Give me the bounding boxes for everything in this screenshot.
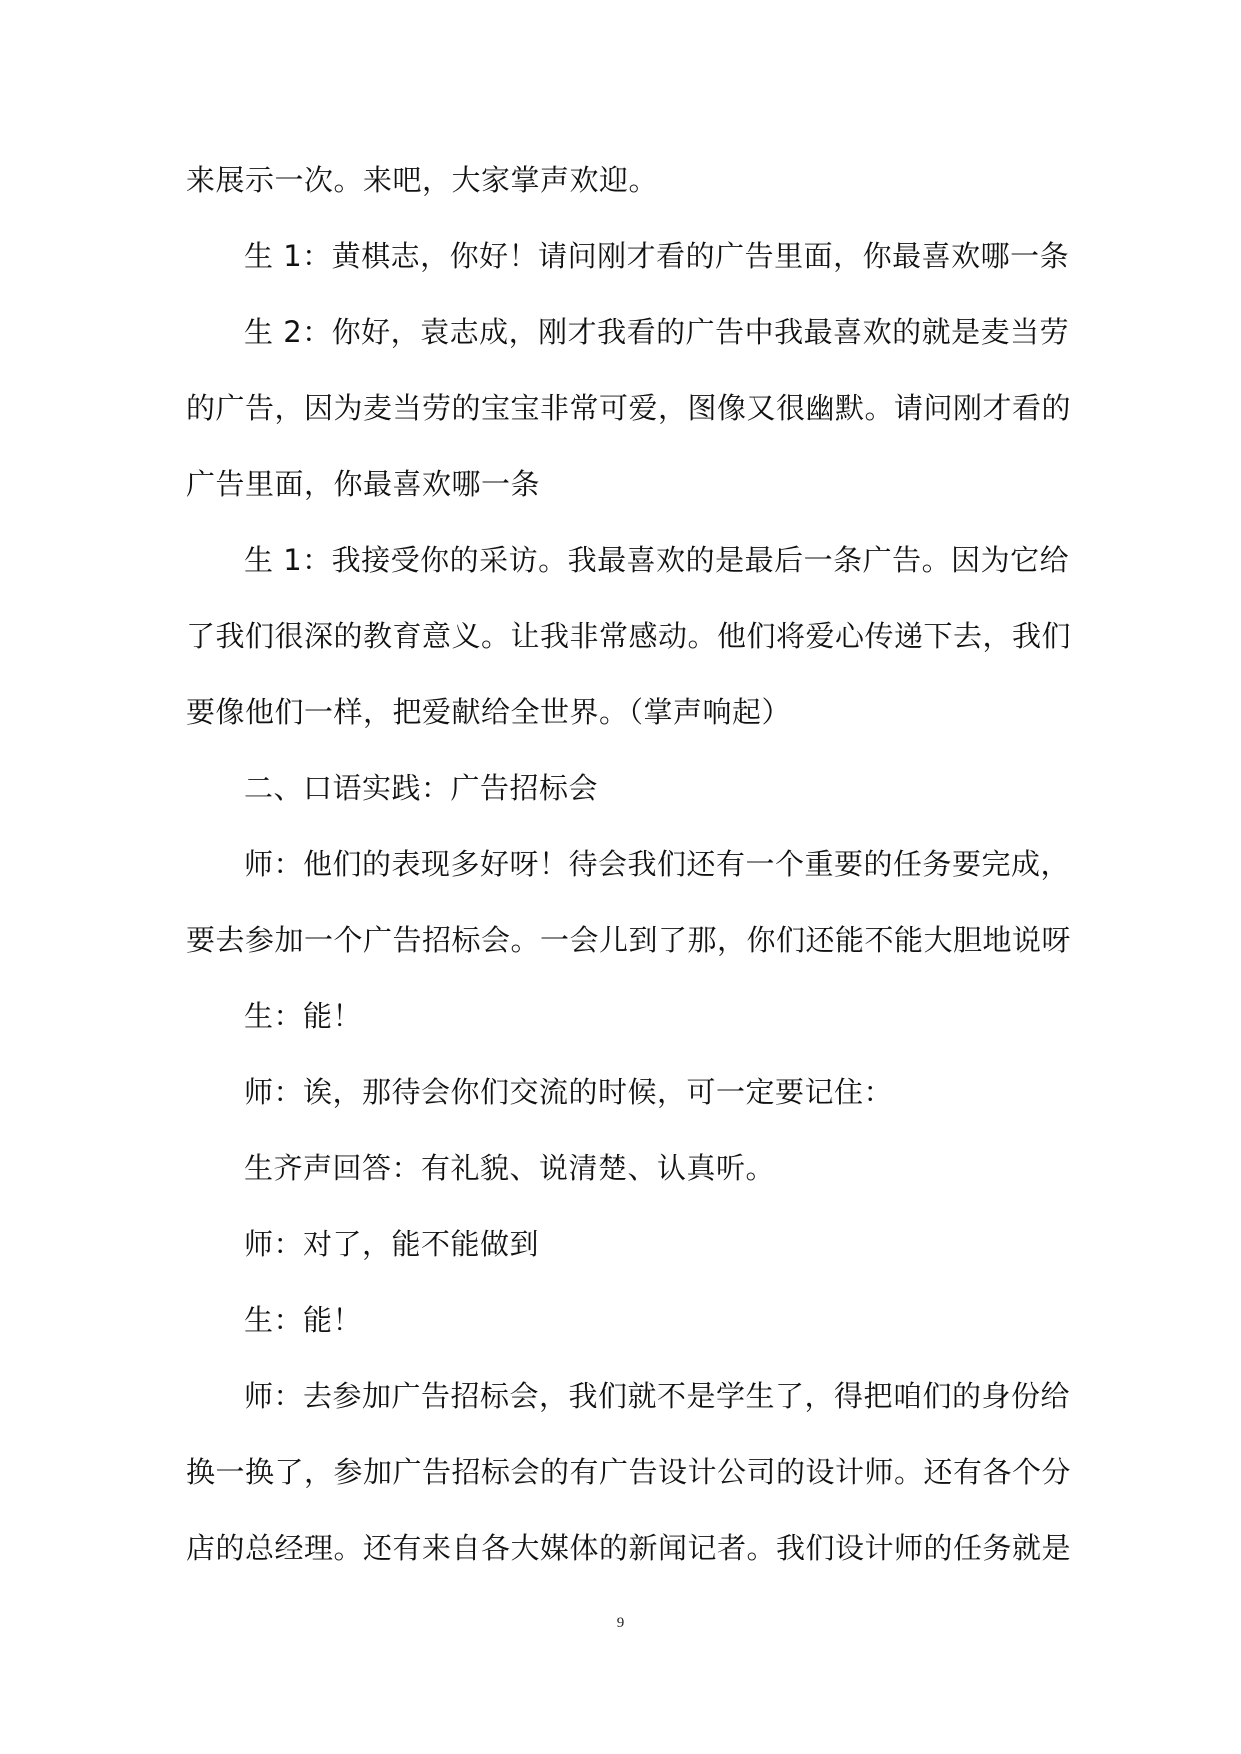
text-line: 生：能！ bbox=[244, 999, 363, 1033]
text-line: 来展示一次。来吧，大家掌声欢迎。 bbox=[186, 163, 659, 197]
text-line: 要去参加一个广告招标会。一会儿到了那，你们还能不能大胆地说呀 bbox=[186, 923, 1072, 957]
text-line: 店的总经理。还有来自各大媒体的新闻记者。我们设计师的任务就是 bbox=[186, 1531, 1072, 1565]
text-line: 生齐声回答：有礼貌、说清楚、认真听。 bbox=[244, 1151, 776, 1185]
text-line: 师：对了，能不能做到 bbox=[244, 1227, 540, 1261]
text-line: 师：去参加广告招标会，我们就不是学生了，得把咱们的身份给 bbox=[244, 1379, 1071, 1413]
body-text bbox=[186, 142, 1072, 1586]
text-line: 师：他们的表现多好呀！待会我们还有一个重要的任务要完成， bbox=[244, 847, 1071, 881]
text-line: 广告里面，你最喜欢哪一条 bbox=[186, 467, 541, 501]
text-line: 要像他们一样，把爱献给全世界。（掌声响起） bbox=[186, 695, 792, 729]
text-line: 了我们很深的教育意义。让我非常感动。他们将爱心传递下去，我们 bbox=[186, 619, 1072, 653]
text-line: 生 2：你好，袁志成，刚才我看的广告中我最喜欢的就是麦当劳 bbox=[244, 315, 1070, 349]
text-line: 生：能！ bbox=[244, 1303, 363, 1337]
text-line: 师：诶，那待会你们交流的时候，可一定要记住： bbox=[244, 1075, 894, 1109]
page-number: 9 bbox=[616, 1615, 625, 1631]
section-heading: 二、口语实践：广告招标会 bbox=[244, 771, 599, 805]
text-line: 生 1：黄棋志，你好！请问刚才看的广告里面，你最喜欢哪一条 bbox=[244, 239, 1070, 273]
text-line: 的广告，因为麦当劳的宝宝非常可爱，图像又很幽默。请问刚才看的 bbox=[186, 391, 1072, 425]
text-line: 生 1：我接受你的采访。我最喜欢的是最后一条广告。因为它给 bbox=[244, 543, 1070, 577]
text-line: 换一换了，参加广告招标会的有广告设计公司的设计师。还有各个分 bbox=[186, 1455, 1072, 1489]
